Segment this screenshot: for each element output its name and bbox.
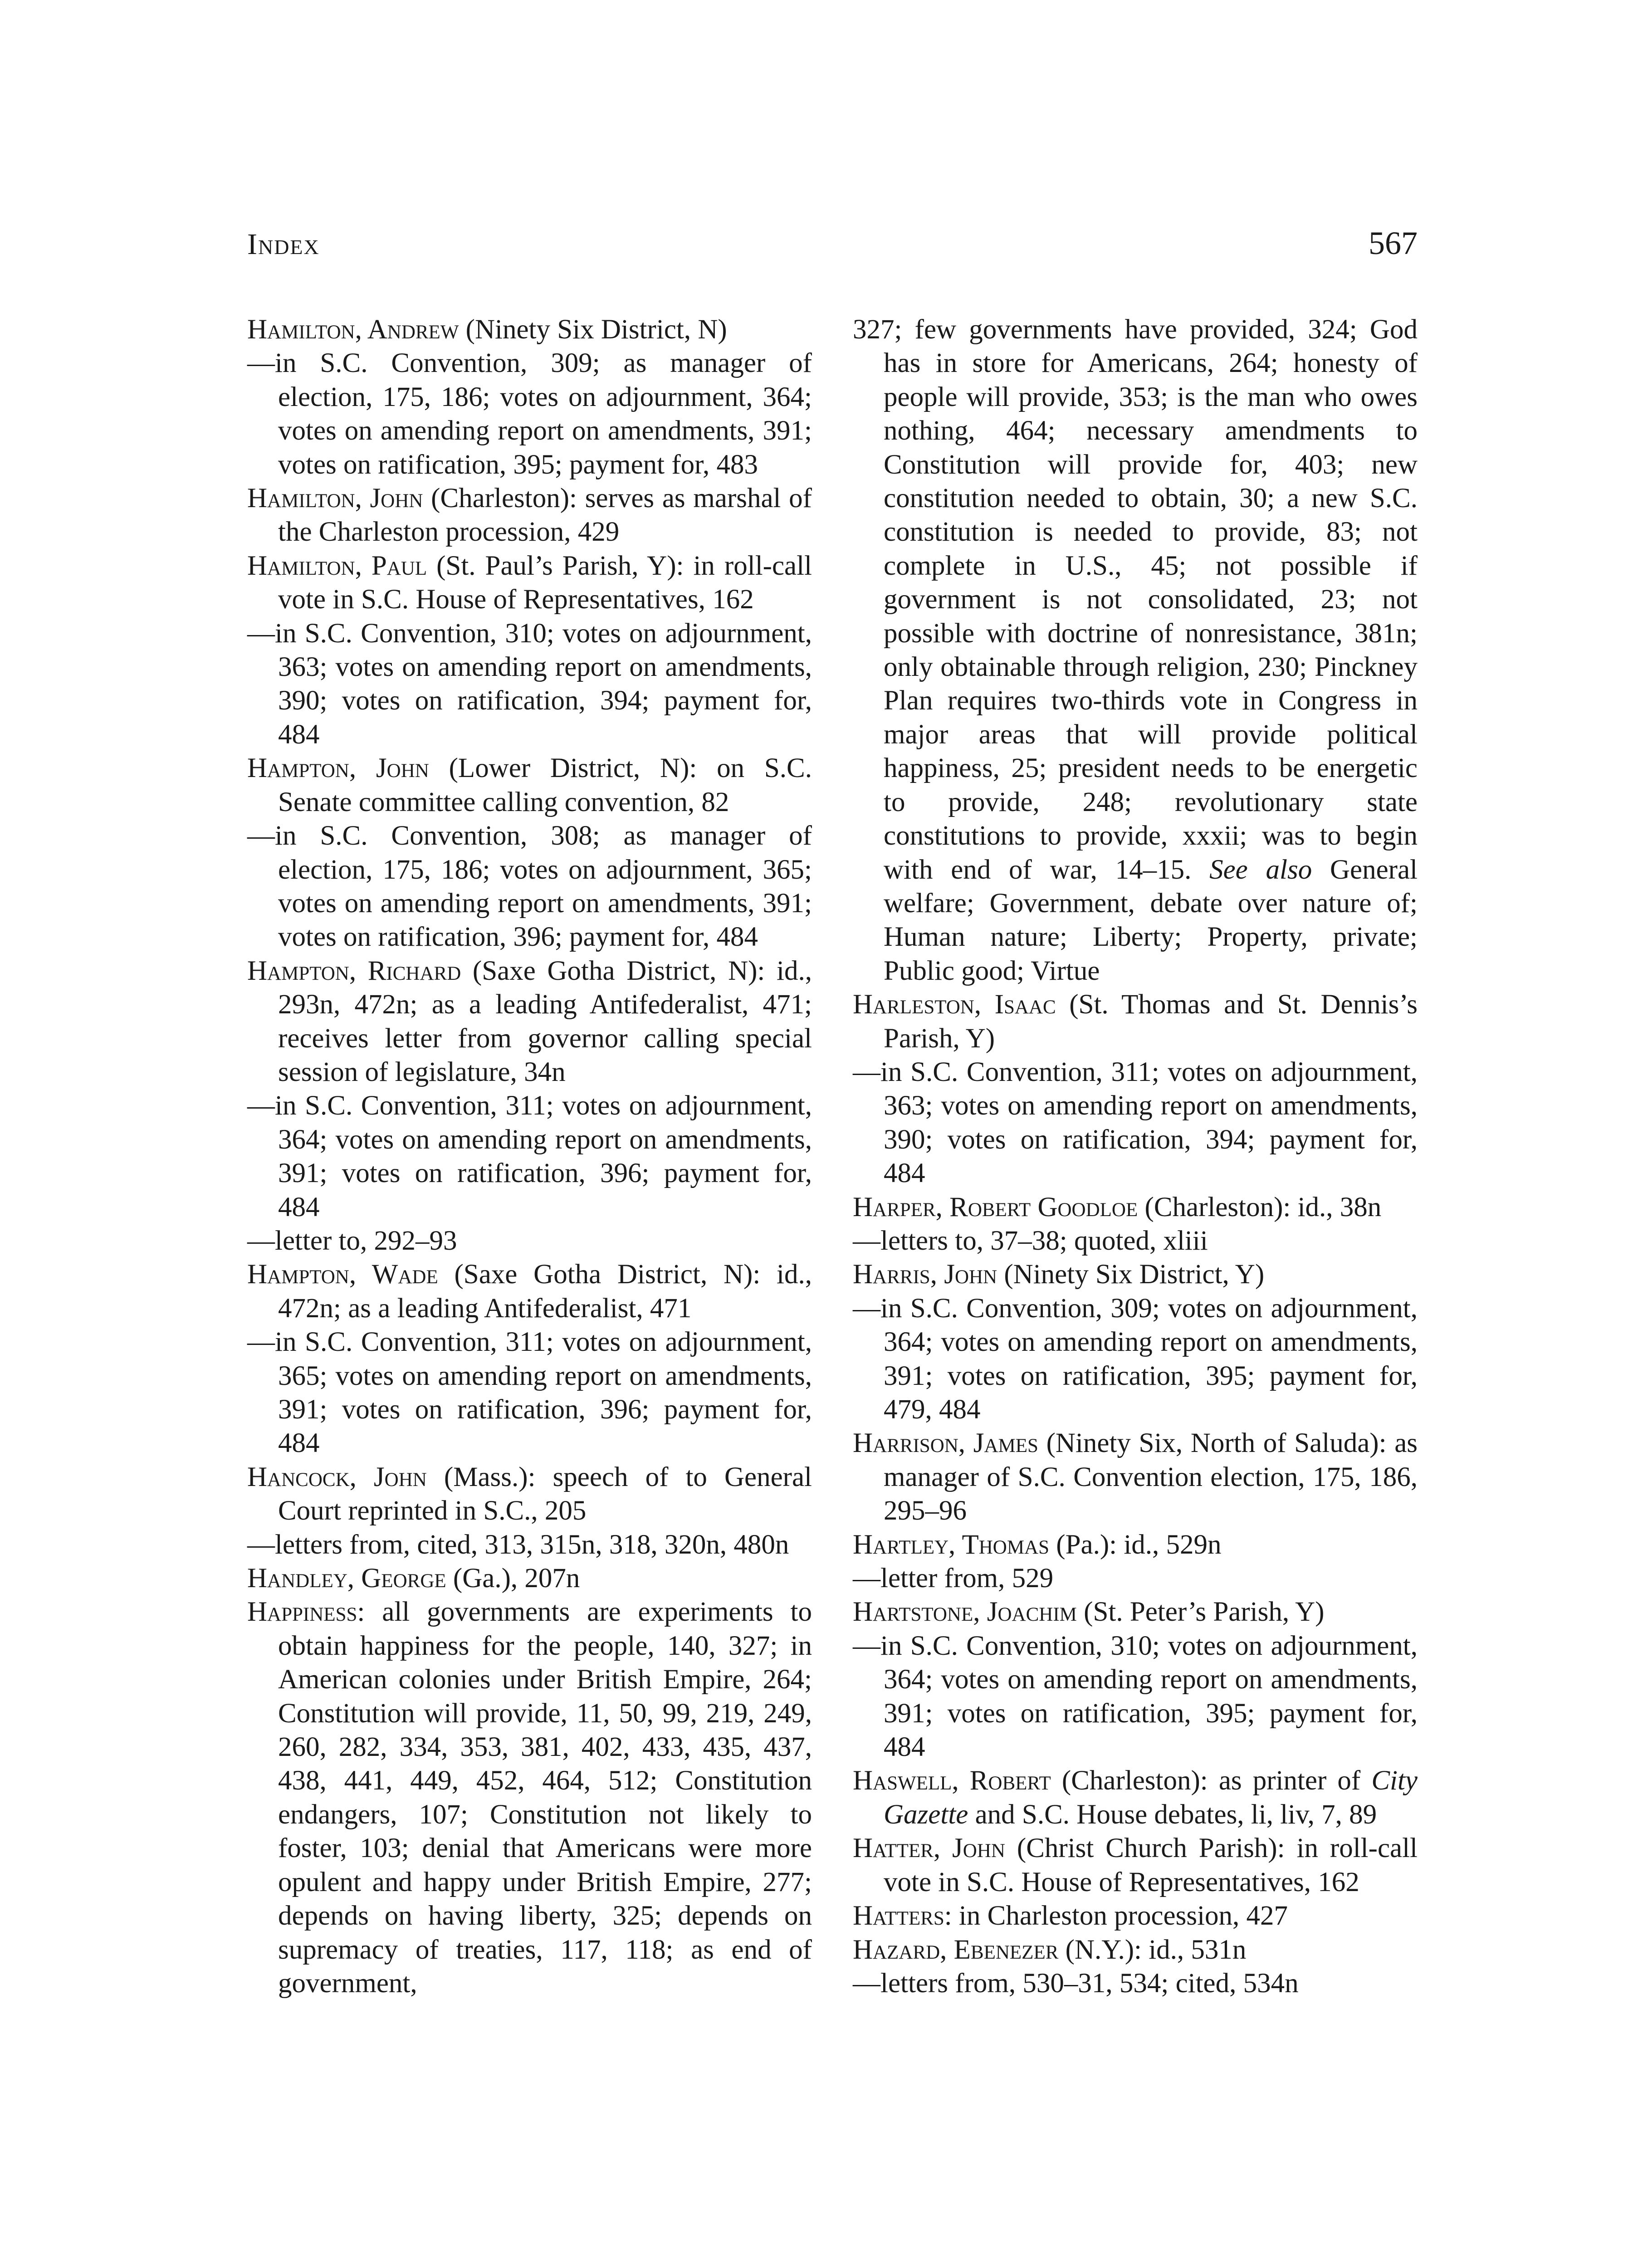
index-entry bbox=[853, 1528, 1418, 1562]
entry-text: —in S.C. Convention, 311; votes on adjournment, 363; votes on amending report on amendments, 390; votes on ratification, 394; payment for, 484 bbox=[853, 1056, 1418, 1189]
entry-text: (Ninety Six District, N) bbox=[459, 314, 727, 345]
entry-heading: Hazard, Ebenezer bbox=[853, 1934, 1059, 1965]
entry-heading: Hatter, John bbox=[853, 1833, 1005, 1864]
entry-text: —letters to, 37–38; quoted, xliii bbox=[853, 1225, 1208, 1256]
entry-heading: Hatters bbox=[853, 1901, 944, 1931]
index-entry bbox=[247, 752, 812, 819]
entry-text: (N.Y.): id., 531n bbox=[1058, 1934, 1247, 1965]
index-subentry bbox=[853, 1056, 1418, 1191]
index-subentry bbox=[853, 1224, 1418, 1258]
entry-text: —in S.C. Convention, 311; votes on adjournment, 364; votes on amending report on amendments, 391; votes on ratification, 396; payment for, 484 bbox=[247, 1090, 812, 1222]
entry-text: (Lower District, N): on S.C. Senate committee calling convention, 82 bbox=[278, 753, 812, 817]
index-subentry bbox=[853, 1967, 1418, 2000]
see-also-label: See also bbox=[1209, 854, 1312, 885]
entry-text: (Mass.): speech of to General Court reprinted in S.C., 205 bbox=[278, 1461, 812, 1526]
index-entry bbox=[247, 954, 812, 1090]
entry-text: —in S.C. Convention, 310; votes on adjournment, 364; votes on amending report on amendments, 391; votes on ratification, 395; payment for, 484 bbox=[853, 1630, 1418, 1763]
entry-heading: Hancock, John bbox=[247, 1461, 427, 1492]
entry-heading: Hampton, Wade bbox=[247, 1259, 438, 1290]
index-subentry bbox=[853, 1562, 1418, 1595]
index-subentry bbox=[247, 1089, 812, 1224]
index-entry bbox=[853, 1191, 1418, 1224]
index-entry bbox=[247, 313, 812, 347]
index-entry bbox=[853, 1764, 1418, 1832]
entry-text: —letter to, 292–93 bbox=[247, 1225, 457, 1256]
entry-text: and S.C. House debates, li, liv, 7, 89 bbox=[968, 1799, 1377, 1830]
entry-text: : in Charleston procession, 427 bbox=[944, 1901, 1288, 1931]
entry-text: —in S.C. Convention, 309; votes on adjournment, 364; votes on amending report on amendments, 391; votes on ratification, 395; payment for, 479, 484 bbox=[853, 1293, 1418, 1425]
entry-text: —letters from, 530–31, 534; cited, 534n bbox=[853, 1968, 1299, 1999]
entry-text: : all governments are experiments to obtain happiness for the people, 140, 327; in American colonies under British Empire, 264; Constitution will provide, 11, 50, 99, 219, 249, 260, 282, 334, 353, 381, 402, 433, 435, 437, 438, 441, 449, 452, 464, 512; Constitution endangers, 107; Constitution not likely to foster, 103; denial that Americans were more opulent and happy under British Empire, 277; depends on having liberty, 325; depends on supremacy of treaties, 117, 118; as end of government, bbox=[278, 1597, 812, 1999]
entry-heading: Hampton, Richard bbox=[247, 955, 461, 986]
index-entry bbox=[853, 1258, 1418, 1291]
entry-heading: Hartley, Thomas bbox=[853, 1529, 1050, 1560]
index-subentry bbox=[247, 617, 812, 752]
running-head bbox=[247, 225, 1418, 270]
entry-heading: Harris, John bbox=[853, 1259, 997, 1290]
entry-heading: Hartstone, Joachim bbox=[853, 1597, 1077, 1628]
index-entry bbox=[853, 1899, 1418, 1933]
entry-heading: Happiness bbox=[247, 1597, 357, 1628]
italic-title: City Gazette bbox=[884, 1765, 1418, 1830]
entry-text: (Saxe Gotha District, N): id., 472n; as a leading Antifederalist, 471 bbox=[278, 1259, 812, 1324]
entry-heading: Haswell, Robert bbox=[853, 1765, 1051, 1796]
entry-text: —in S.C. Convention, 308; as manager of election, 175, 186; votes on adjournment, 365; votes on amending report on amendments, 391; votes on ratification, 396; payment for, 484 bbox=[247, 821, 812, 953]
entry-text: (Charleston): serves as marshal of the Charleston procession, 429 bbox=[278, 483, 812, 547]
entry-text: 327; few governments have provided, 324; God has in store for Americans, 264; honesty of people will provide, 353; is the man who owes nothing, 464; necessary amendments to Constitution will provide for, 403; new constitution needed to obtain, 30; a new S.C. constitution is needed to provide, 83; not complete in U.S., 45; not possible if government is not consolidated, 23; not possible with doctrine of nonresistance, 381n; only obtainable through religion, 230; Pinckney Plan requires two-thirds vote in Congress in major areas that will provide political happiness, 25; president needs to be energetic to provide, 248; revolutionary state constitutions to provide, xxxii; was to begin with end of war, 14–15. bbox=[853, 314, 1418, 885]
entry-text: (St. Thomas and St. Dennis’s Parish, Y) bbox=[884, 989, 1418, 1054]
entry-text: —letter from, 529 bbox=[853, 1563, 1054, 1594]
entry-text: (Christ Church Parish): in roll-call vote in S.C. House of Representatives, 162 bbox=[884, 1833, 1418, 1897]
entry-text: —in S.C. Convention, 311; votes on adjournment, 365; votes on amending report on amendments, 391; votes on ratification, 396; payment for, 484 bbox=[247, 1327, 812, 1459]
index-subentry bbox=[247, 1325, 812, 1461]
index-subentry bbox=[247, 819, 812, 954]
entry-text: (Ga.), 207n bbox=[446, 1563, 580, 1594]
index-entry bbox=[853, 1427, 1418, 1528]
index-subentry bbox=[247, 1528, 812, 1562]
index-entry bbox=[853, 988, 1418, 1056]
running-head-title: Index bbox=[247, 228, 320, 261]
entry-text: —in S.C. Convention, 310; votes on adjournment, 363; votes on amending report on amendments, 390; votes on ratification, 394; payment for, 484 bbox=[247, 618, 812, 750]
entry-text: —in S.C. Convention, 309; as manager of election, 175, 186; votes on adjournment, 364; votes on amending report on amendments, 391; votes on ratification, 395; payment for, 483 bbox=[247, 348, 812, 480]
entry-text: (Charleston): as printer of bbox=[1051, 1765, 1372, 1796]
page-number: 567 bbox=[1369, 225, 1418, 261]
index-entry bbox=[853, 1933, 1418, 1967]
index-entry bbox=[247, 1562, 812, 1595]
entry-text: (Saxe Gotha District, N): id., 293n, 472n; as a leading Antifederalist, 471; receives letter from governor calling special session of legislature, 34n bbox=[278, 955, 812, 1087]
entry-text: —letters from, cited, 313, 315n, 318, 320n, 480n bbox=[247, 1529, 789, 1560]
index-subentry bbox=[853, 1629, 1418, 1765]
entry-text: General welfare; Government, debate over nature of; Human nature; Liberty; Property, private; Public good; Virtue bbox=[884, 854, 1418, 986]
entry-heading: Handley, George bbox=[247, 1563, 446, 1594]
index-entry bbox=[247, 549, 812, 617]
entry-text: (Charleston): id., 38n bbox=[1138, 1192, 1382, 1222]
entry-heading: Hamilton, Andrew bbox=[247, 314, 459, 345]
index-subentry bbox=[247, 1224, 812, 1258]
entry-heading: Hampton, John bbox=[247, 753, 429, 784]
entry-text: (Ninety Six, North of Saluda): as manager of S.C. Convention election, 175, 186, 295–96 bbox=[884, 1428, 1418, 1526]
entry-text: (Ninety Six District, Y) bbox=[997, 1259, 1265, 1290]
index-column-right bbox=[853, 313, 1418, 2263]
entry-heading: Harleston, Isaac bbox=[853, 989, 1056, 1020]
index-subentry bbox=[247, 347, 812, 482]
index-columns bbox=[247, 313, 1418, 2263]
entry-text: (Pa.): id., 529n bbox=[1049, 1529, 1222, 1560]
entry-heading: Harper, Robert Goodloe bbox=[853, 1192, 1138, 1222]
entry-heading: Hamilton, Paul bbox=[247, 550, 427, 581]
index-column-left bbox=[247, 313, 812, 2263]
entry-heading: Hamilton, John bbox=[247, 483, 423, 514]
index-entry-continuation bbox=[853, 313, 1418, 988]
index-entry bbox=[853, 1595, 1418, 1629]
index-subentry bbox=[853, 1292, 1418, 1427]
index-entry bbox=[247, 482, 812, 549]
entry-text: (St. Paul’s Parish, Y): in roll-call vote in S.C. House of Representatives, 162 bbox=[278, 550, 812, 615]
index-entry bbox=[853, 1832, 1418, 1899]
entry-text: (St. Peter’s Parish, Y) bbox=[1076, 1597, 1325, 1628]
index-entry bbox=[247, 1461, 812, 1528]
index-entry bbox=[247, 1595, 812, 2000]
index-entry bbox=[247, 1258, 812, 1325]
entry-heading: Harrison, James bbox=[853, 1428, 1038, 1459]
